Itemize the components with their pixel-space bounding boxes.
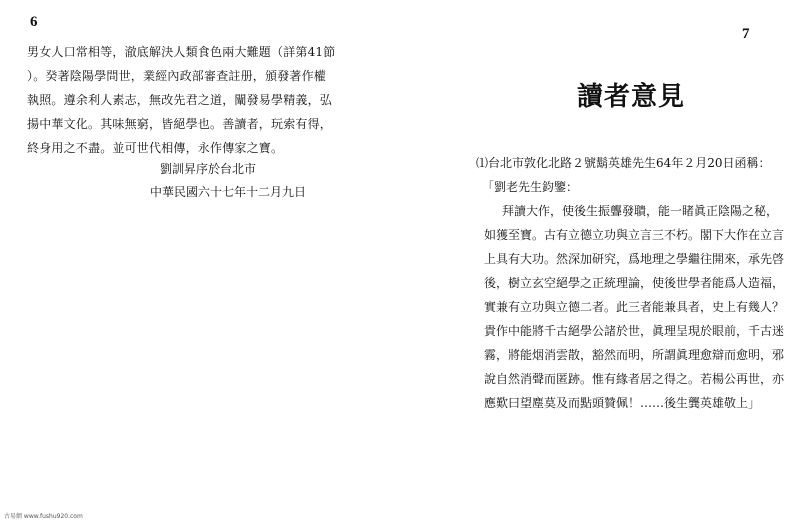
left-page: [0, 0, 396, 524]
letter-line: 上具有大功。然深加研究，爲地理之學繼往開來，承先啓: [484, 252, 785, 266]
footer-watermark: 古易網 www.fushu920.com: [4, 513, 83, 520]
letter-line: 如獲至寶。古有立德立功與立言三不朽。閣下大作在立言: [484, 228, 785, 242]
page-number-left: 6: [30, 14, 38, 30]
letter-line: 應歎曰望塵莫及而點頭贊佩！……後生龔英雄敬上」: [484, 396, 761, 410]
reader-letter: [476, 151, 785, 415]
preface-date: 中華民國六十七年十二月九日: [150, 185, 307, 199]
preface-signature-block: [150, 158, 306, 204]
preface-line: ）。癸著陰陽學問世，業經內政部審查註册，頒發著作權: [27, 69, 327, 83]
letter-line: ⑴台北市敦化北路２號鬍英雄先生64年２月20日函稱：: [476, 156, 771, 170]
letter-line: 「劉老先生鈞鑒：: [482, 180, 579, 194]
page-number-right: 7: [742, 26, 750, 42]
letter-line: 霧，將能烟消雲散，豁然而明，所謂眞理愈辯而愈明，邪: [484, 348, 785, 362]
preface-signature: 劉訓昇序於台北市: [160, 162, 257, 176]
preface-line: 執照。遵余利人素志，無改先君之道，闡發易學精義，弘: [27, 93, 333, 107]
preface-line: 男女人口常相等，澈底解決人類食色兩大難題（詳第41節: [27, 45, 336, 59]
letter-line: 實兼有立功與立德二者。此三者能兼具者，史上有幾人？: [484, 300, 785, 314]
section-title: 讀者意見: [577, 82, 686, 112]
right-page: [396, 0, 793, 524]
letter-line: 拜讀大作，使後生振聾發聵，能一睹眞正陰陽之秘，: [502, 204, 779, 218]
preface-text: [27, 40, 336, 160]
letter-line: 貴作中能將千古絕學公諸於世，眞理呈現於眼前，千古迷: [484, 324, 785, 338]
letter-line: 說自然消聲而匿跡。惟有緣者居之得之。若楊公再世，亦: [484, 372, 785, 386]
preface-line: 揚中華文化。其味無窮，皆絕學也。善讀者，玩索有得，: [27, 117, 333, 131]
letter-line: 後，樹立玄空絕學之正統理論，使後世學者能爲人造福，: [484, 276, 785, 290]
preface-line: 終身用之不盡。並可世代相傳，永作傳家之寶。: [27, 141, 284, 155]
